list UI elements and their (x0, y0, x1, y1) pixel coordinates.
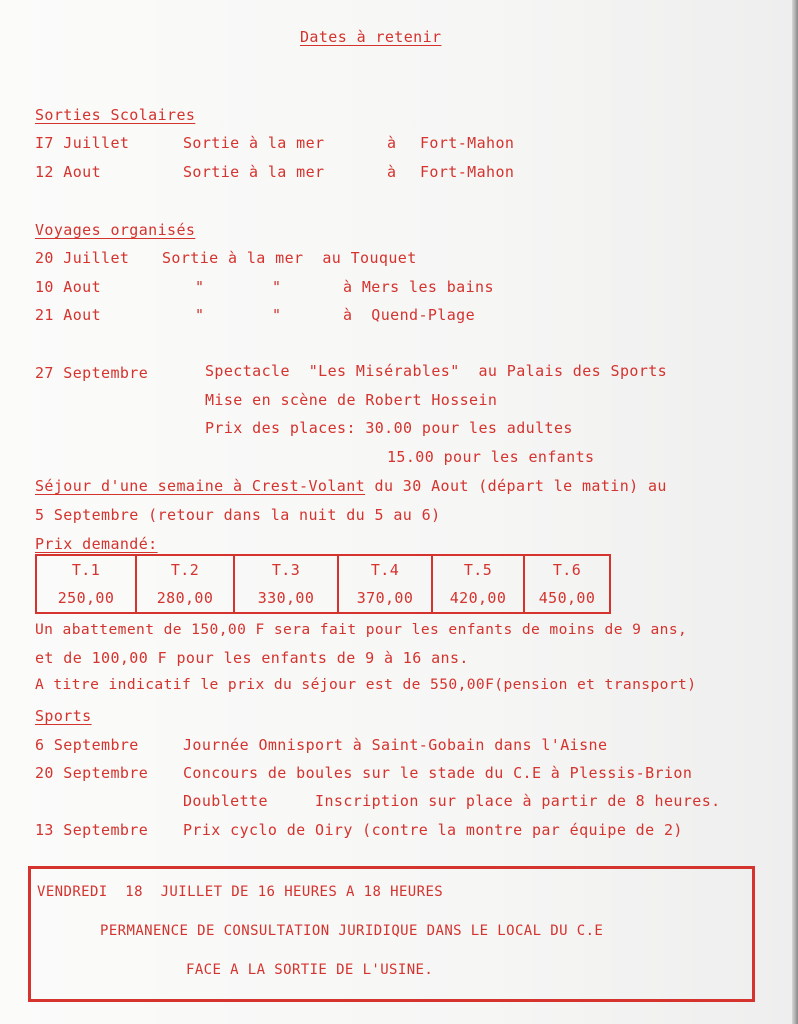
spectacle-date: 27 Septembre (35, 364, 149, 382)
voyage-text: à Mers les bains (343, 278, 494, 296)
scolaire-preposition: à (387, 134, 397, 152)
sejour-dates: du 30 Aout (départ le matin) au (365, 477, 667, 495)
price-value: 450,00 (538, 589, 596, 607)
notice-line: PERMANENCE DE CONSULTATION JURIDIQUE DANS LE LOCAL DU C.E (100, 923, 604, 939)
sport-date: 6 Septembre (35, 736, 139, 754)
voyage-text: à Quend-Plage (343, 306, 476, 324)
page-title: Dates à retenir (300, 28, 442, 46)
sport-text: Journée Omnisport à Saint-Gobain dans l'Aisne (183, 736, 608, 754)
price-value: 370,00 (356, 589, 414, 607)
price-value: 330,00 (257, 589, 315, 607)
price-label: T.1 (71, 561, 101, 579)
scolaire-date: I7 Juillet (35, 134, 130, 152)
page-edge-shadow (792, 0, 798, 1024)
spectacle-line: Prix des places: 30.00 pour les adultes (205, 419, 573, 437)
price-table (35, 554, 611, 614)
scolaire-place: Fort-Mahon (420, 134, 515, 152)
section-heading-voyages: Voyages organisés (35, 221, 196, 239)
price-note: Un abattement de 150,00 F sera fait pour les enfants de moins de 9 ans, (35, 621, 688, 638)
sejour-line (35, 477, 667, 495)
price-column (235, 556, 339, 612)
section-heading-prix: Prix demandé: (35, 535, 158, 553)
price-column (525, 556, 609, 612)
spectacle-line: Mise en scène de Robert Hossein (205, 391, 498, 409)
price-column (37, 556, 137, 612)
ditto-mark: " (272, 278, 282, 296)
price-label: T.4 (370, 561, 400, 579)
voyage-date: 10 Aout (35, 278, 102, 296)
voyage-date: 21 Aout (35, 306, 102, 324)
section-heading-sorties-scolaires: Sorties Scolaires (35, 106, 196, 124)
price-label: T.3 (271, 561, 301, 579)
scolaire-place: Fort-Mahon (420, 163, 515, 181)
voyage-text: Sortie à la mer au Touquet (162, 249, 417, 267)
scolaire-activity: Sortie à la mer (183, 134, 325, 152)
section-heading-sejour: Séjour d'une semaine à Crest-Volant (35, 477, 366, 495)
price-label: T.5 (463, 561, 493, 579)
price-column (137, 556, 235, 612)
sejour-return: 5 Septembre (retour dans la nuit du 5 au 6) (35, 506, 441, 524)
notice-line: VENDREDI 18 JUILLET DE 16 HEURES A 18 HEURES (37, 884, 444, 900)
sport-text: Concours de boules sur le stade du C.E à Plessis-Brion (183, 764, 693, 782)
section-heading-sports: Sports (35, 707, 92, 725)
price-value: 420,00 (449, 589, 507, 607)
sport-date: 13 Septembre (35, 821, 149, 839)
spectacle-line: Spectacle "Les Misérables" au Palais des Sports (205, 362, 668, 380)
sport-text: Prix cyclo de Oiry (contre la montre par équipe de 2) (183, 821, 683, 839)
price-label: T.6 (552, 561, 582, 579)
ditto-mark: " (195, 306, 205, 324)
price-note: et de 100,00 F pour les enfants de 9 à 16 ans. (35, 649, 469, 667)
voyage-date: 20 Juillet (35, 249, 130, 267)
scolaire-preposition: à (387, 163, 397, 181)
price-note: A titre indicatif le prix du séjour est de 550,00F(pension et transport) (35, 676, 697, 693)
notice-line: FACE A LA SORTIE DE L'USINE. (186, 962, 434, 978)
scolaire-activity: Sortie à la mer (183, 163, 325, 181)
price-value: 280,00 (156, 589, 214, 607)
ditto-mark: " (272, 306, 282, 324)
price-column (433, 556, 525, 612)
spectacle-line: 15.00 pour les enfants (387, 448, 595, 466)
legal-consultation-notice (28, 866, 755, 1002)
sport-date: 20 Septembre (35, 764, 149, 782)
scolaire-date: 12 Aout (35, 163, 102, 181)
price-column (339, 556, 433, 612)
ditto-mark: " (195, 278, 205, 296)
price-value: 250,00 (57, 589, 115, 607)
price-label: T.2 (170, 561, 200, 579)
sport-text: Doublette Inscription sur place à partir de 8 heures. (183, 792, 721, 810)
